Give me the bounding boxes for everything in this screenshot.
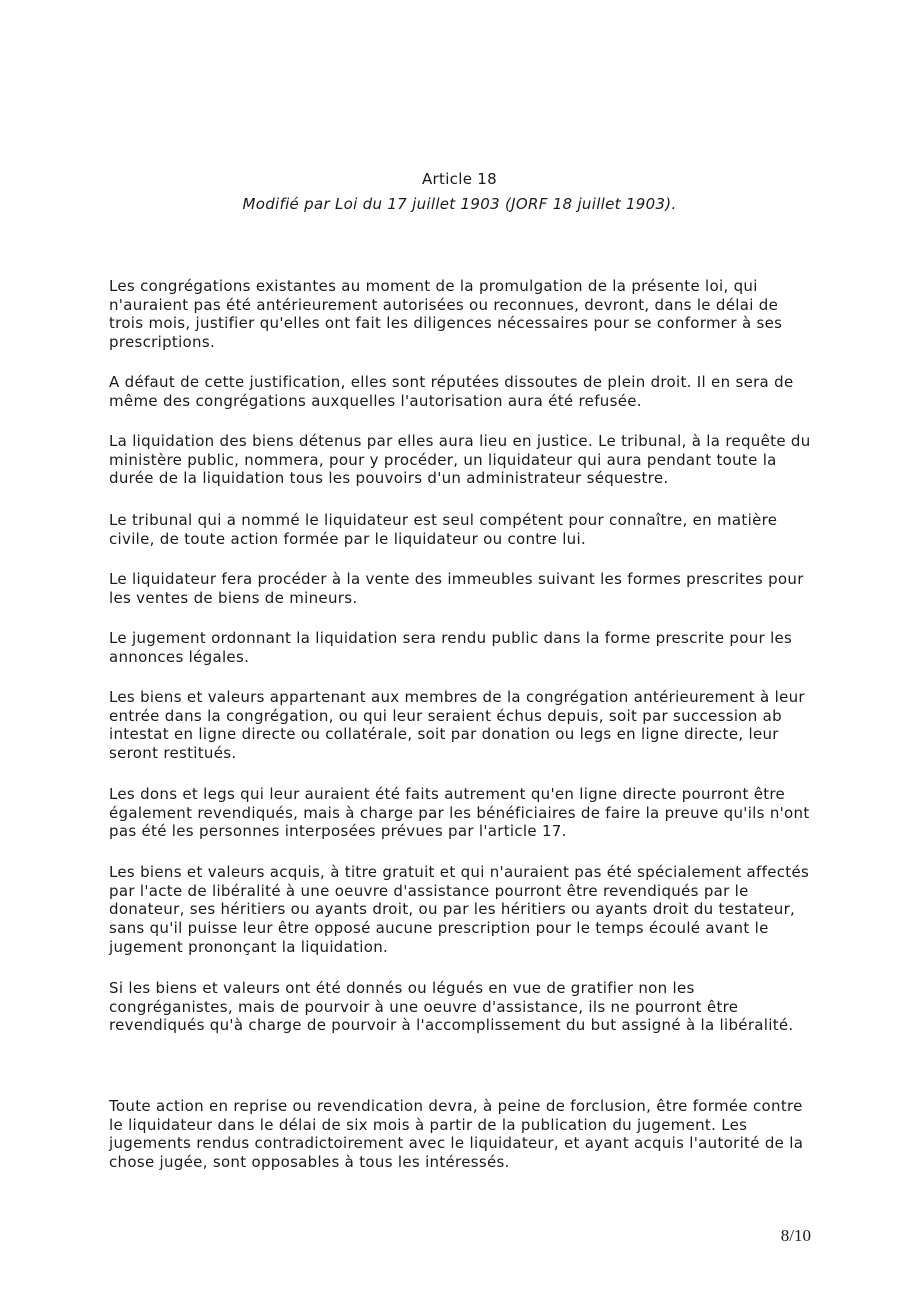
paragraph: Si les biens et valeurs ont été donnés ou légués en vue de gratifier non les congréganistes, mais de pourvoir à une oeuvre d'assistance, ils ne pourront être revendiqués qu'à charge de pourvoir à l'accomplissement du but assigné à la libéralité. — [109, 979, 794, 1035]
paragraph: Les biens et valeurs acquis, à titre gratuit et qui n'auraient pas été spécialement affectés par l'acte de libéralité à une oeuvre d'assistance pourront être revendiqués par le donateur, ses héritiers ou ayants droit, ou par les héritiers ou ayants droit du testateur, sans qu'il puisse leur être opposé aucune prescription pour le temps écoulé avant le jugement prononçant la liquidation. — [109, 863, 810, 956]
paragraph: Toute action en reprise ou revendication devra, à peine de forclusion, être formée contre le liquidateur dans le délai de six mois à partir de la publication du jugement. Les jugements rendus contradictoirement avec le liquidateur, et ayant acquis l'autorité de la chose jugée, sont opposables à tous les intéressés. — [109, 1097, 804, 1172]
paragraph: A défaut de cette justification, elles sont réputées dissoutes de plein droit. Il en sera de même des congrégations auxquelles l'autorisation aura été refusée. — [109, 373, 794, 410]
paragraph: Le jugement ordonnant la liquidation sera rendu public dans la forme prescrite pour les annonces légales. — [109, 629, 793, 666]
page-number: 8/10 — [780, 1226, 811, 1245]
paragraph: La liquidation des biens détenus par elles aura lieu en justice. Le tribunal, à la requête du ministère public, nommera, pour y procéder, un liquidateur qui aura pendant toute la durée de la liquidation tous les pouvoirs d'un administrateur séquestre. — [109, 432, 811, 488]
paragraph: Le liquidateur fera procéder à la vente des immeubles suivant les formes prescrites pour les ventes de biens de mineurs. — [109, 570, 804, 607]
paragraph: Le tribunal qui a nommé le liquidateur est seul compétent pour connaître, en matière civile, de toute action formée par le liquidateur ou contre lui. — [109, 511, 778, 548]
paragraph: Les congrégations existantes au moment de la promulgation de la présente loi, qui n'auraient pas été antérieurement autorisées ou reconnues, devront, dans le délai de trois mois, justifier qu'elles ont fait les diligences nécessaires pour se conformer à ses prescriptions. — [109, 277, 783, 352]
article-subtitle: Modifié par Loi du 17 juillet 1903 (JORF 18 juillet 1903). — [242, 195, 677, 213]
paragraph: Les biens et valeurs appartenant aux membres de la congrégation antérieurement à leur entrée dans la congrégation, ou qui leur seraient échus depuis, soit par succession ab intestat en ligne directe ou collatérale, soit par donation ou legs en ligne directe, leur seront restitués. — [109, 688, 805, 763]
article-title: Article 18 — [422, 170, 497, 188]
paragraph: Les dons et legs qui leur auraient été faits autrement qu'en ligne directe pourront être également revendiqués, mais à charge par les bénéficiaires de faire la preuve qu'ils n'ont pas été les personnes interposées prévues par l'article 17. — [109, 785, 810, 841]
